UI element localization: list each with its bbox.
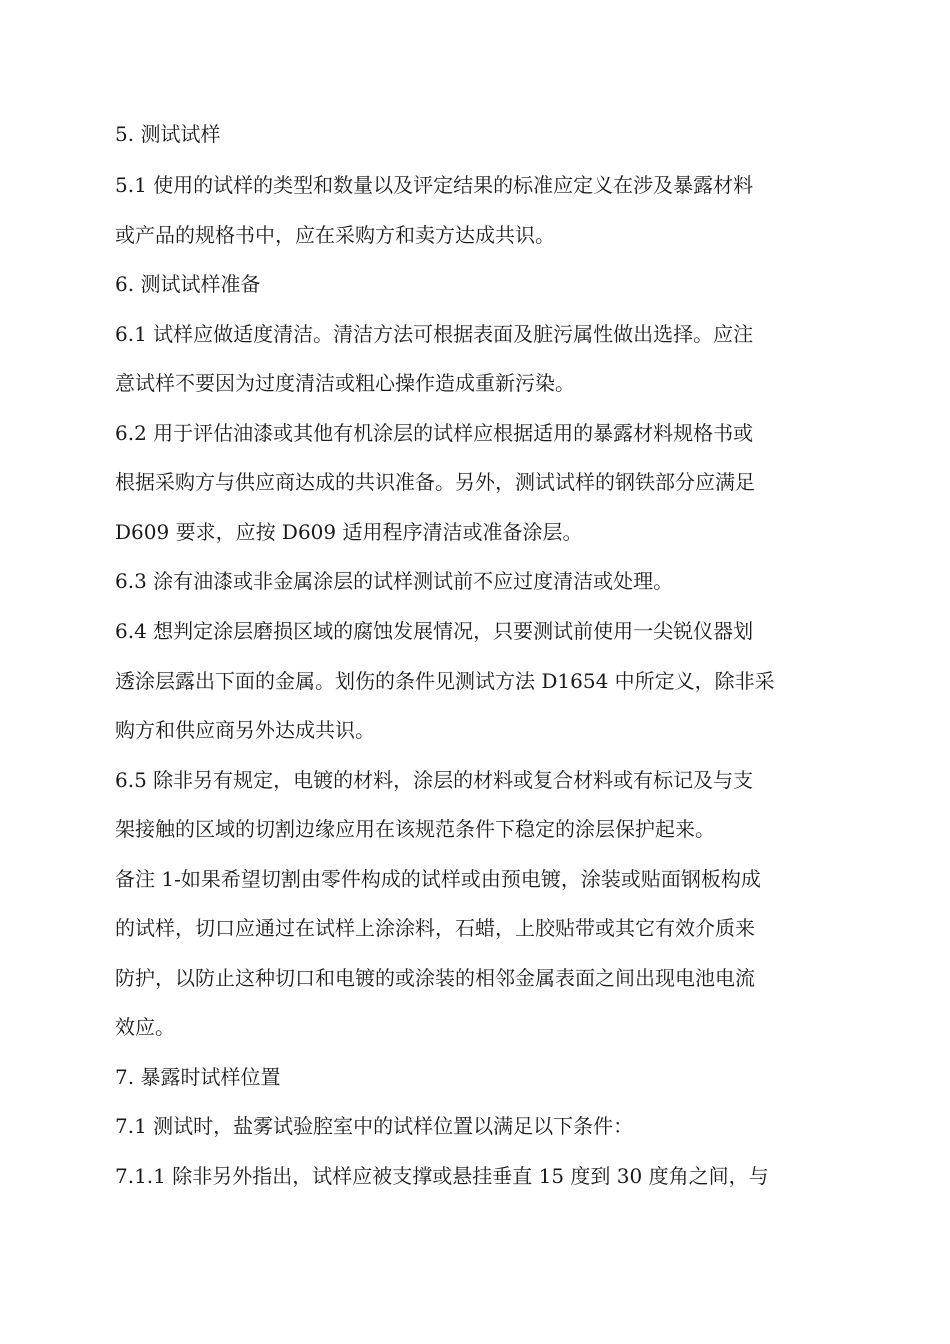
note-line: 的试样，切口应通过在试样上涂涂料，石蜡，上胶贴带或其它有效介质来 [115, 916, 755, 940]
paragraph-line: 6.2 用于评估油漆或其他有机涂层的试样应根据适用的暴露材料规格书或 [115, 421, 754, 445]
paragraph-line: 意试样不要因为过度清洁或粗心操作造成重新污染。 [115, 371, 575, 395]
paragraph-line: 7.1 测试时，盐雾试验腔室中的试样位置以满足以下条件： [115, 1114, 634, 1138]
paragraph-line: 6.4 想判定涂层磨损区域的腐蚀发展情况，只要测试前使用一尖锐仪器划 [115, 619, 754, 643]
paragraph-line: 或产品的规格书中，应在采购方和卖方达成共识。 [115, 223, 555, 247]
paragraph-line: D609 要求，应按 D609 适用程序清洁或准备涂层。 [115, 520, 583, 544]
paragraph-line: 透涂层露出下面的金属。划伤的条件见测试方法 D1654 中所定义，除非采 [115, 669, 775, 693]
paragraph-line: 6.3 涂有油漆或非金属涂层的试样测试前不应过度清洁或处理。 [115, 569, 674, 593]
note-line: 备注 1-如果希望切割由零件构成的试样或由预电镀，涂装或贴面钢板构成 [115, 867, 761, 891]
heading-6: 6. 测试试样准备 [115, 272, 261, 296]
paragraph-line: 5.1 使用的试样的类型和数量以及评定结果的标准应定义在涉及暴露材料 [115, 173, 754, 197]
paragraph-line: 6.1 试样应做适度清洁。清洁方法可根据表面及脏污属性做出选择。应注 [115, 322, 754, 346]
paragraph-line: 根据采购方与供应商达成的共识准备。另外，测试试样的钢铁部分应满足 [115, 470, 755, 494]
heading-7: 7. 暴露时试样位置 [115, 1065, 281, 1089]
paragraph-line: 6.5 除非另有规定，电镀的材料，涂层的材料或复合材料或有标记及与支 [115, 768, 754, 792]
paragraph-line: 架接触的区域的切割边缘应用在该规范条件下稳定的涂层保护起来。 [115, 817, 715, 841]
paragraph-line: 7.1.1 除非另外指出，试样应被支撑或悬挂垂直 15 度到 30 度角之间，与 [115, 1164, 769, 1188]
note-line: 效应。 [115, 1015, 175, 1039]
paragraph-line: 购方和供应商另外达成共识。 [115, 718, 375, 742]
note-line: 防护，以防止这种切口和电镀的或涂装的相邻金属表面之间出现电池电流 [115, 966, 755, 990]
heading-5: 5. 测试试样 [115, 122, 221, 146]
